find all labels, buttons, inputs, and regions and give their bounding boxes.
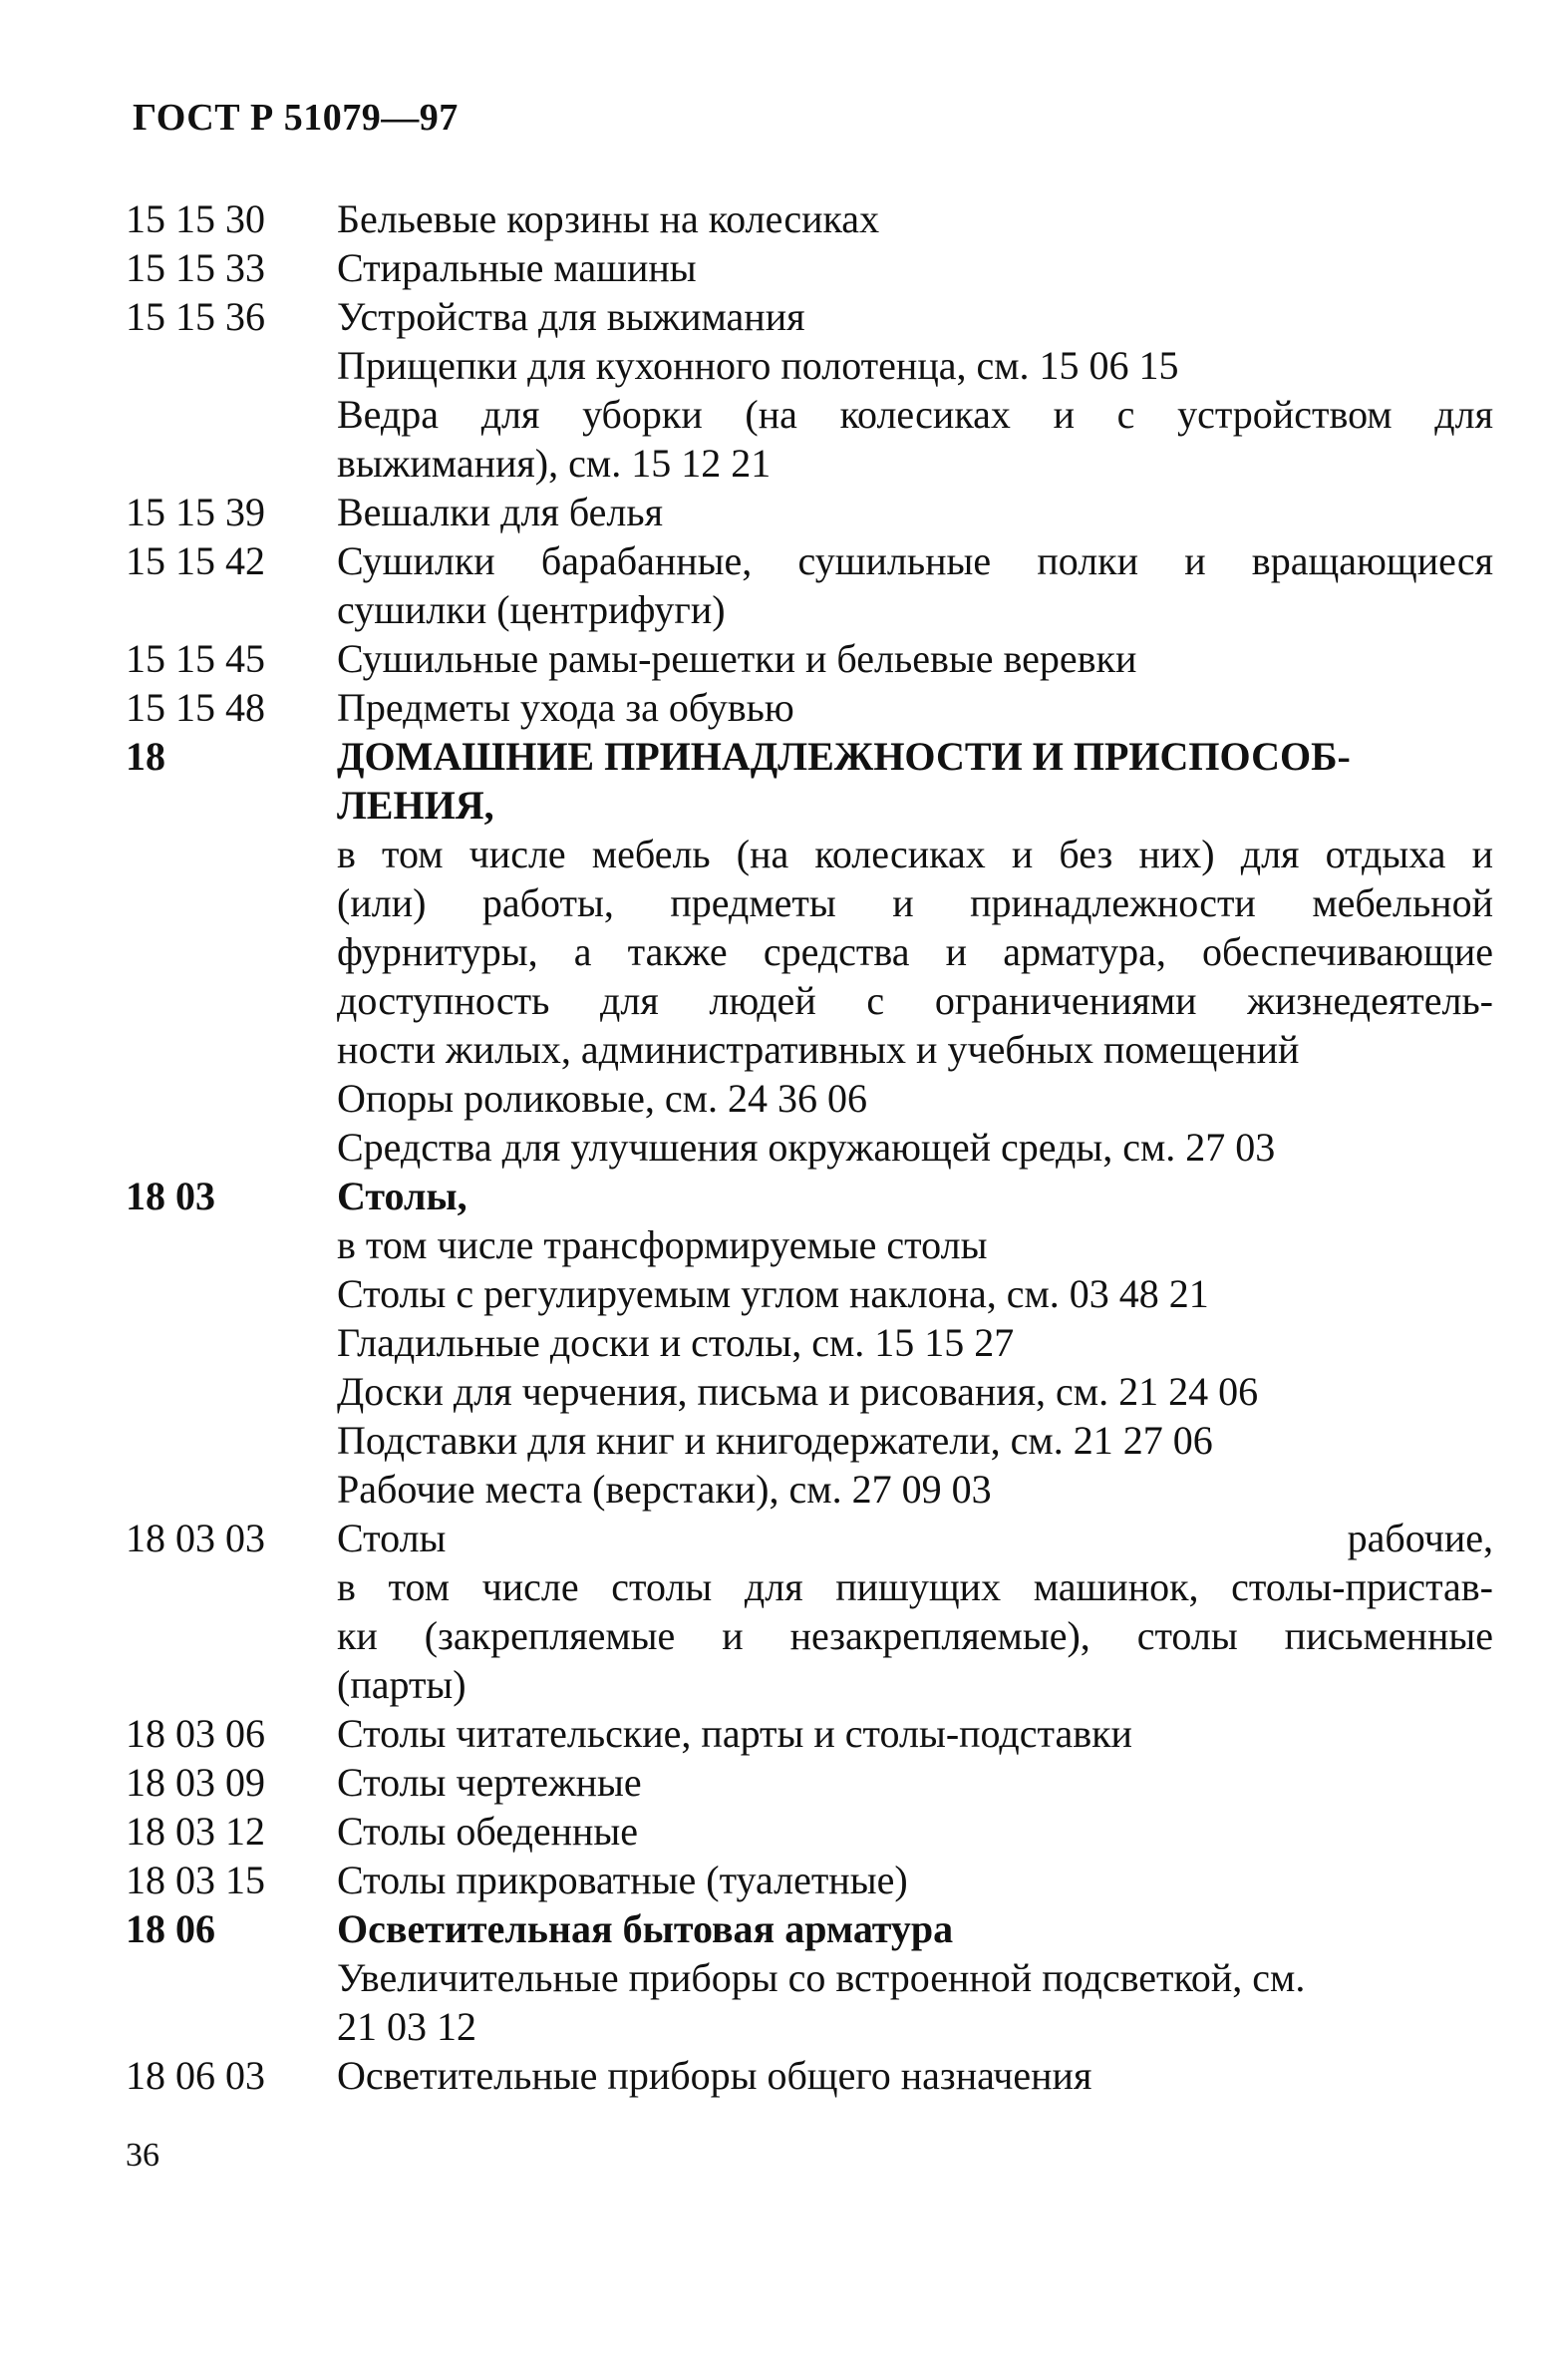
entry-line: Осветительная бытовая арматура — [337, 1906, 954, 1951]
entry-line: выжимания), см. 15 12 21 — [337, 441, 772, 486]
entry-text — [337, 1709, 1493, 1758]
entry-code: 15 15 45 — [126, 636, 265, 681]
entry-code: 15 15 36 — [126, 294, 265, 339]
entry-line: сушилки (центрифуги) — [337, 587, 726, 632]
entry-line: Осветительные приборы общего назначения — [337, 2053, 1092, 2098]
entry-text — [337, 1172, 1493, 1514]
entry-line: (парты) — [337, 1662, 466, 1707]
entry-text — [337, 732, 1493, 1172]
entry-code: 18 03 09 — [126, 1760, 265, 1805]
entry-line: Сушилки барабанные, сушильные полки и вращающиеся — [337, 538, 1493, 583]
entry-line: ки (закрепляемые и незакрепляемые), столы письменные — [337, 1613, 1493, 1658]
list-item — [126, 1807, 1501, 1856]
list-item — [126, 683, 1501, 732]
list-item — [126, 1709, 1501, 1758]
entry-text — [337, 2051, 1493, 2100]
classification-list — [126, 194, 1501, 2100]
entry-code: 18 — [126, 734, 165, 779]
entry-code: 15 15 48 — [126, 685, 265, 730]
list-item — [126, 2051, 1501, 2100]
entry-line: Столы прикроватные (туалетные) — [337, 1858, 908, 1902]
list-item — [126, 1856, 1501, 1904]
entry-text — [337, 1856, 1493, 1904]
entry-code: 15 15 42 — [126, 538, 265, 583]
list-item — [126, 1758, 1501, 1807]
entry-text — [337, 536, 1493, 634]
entry-line: Столы с регулируемым углом наклона, см. 03 48 21 — [337, 1271, 1209, 1316]
entry-line: фурнитуры, а также средства и арматура, обеспечивающие — [337, 929, 1493, 974]
list-item — [126, 1514, 1501, 1709]
entry-text — [337, 243, 1493, 292]
entry-text — [337, 488, 1493, 536]
entry-line: Предметы ухода за обувью — [337, 685, 794, 730]
entry-line: Столы, — [337, 1174, 467, 1218]
entry-line: в том числе мебель (на колесиках и без них) для отдыха и — [337, 832, 1493, 876]
entry-text — [337, 1514, 1493, 1709]
entry-line: в том числе столы для пишущих машинок, столы-пристав- — [337, 1564, 1493, 1609]
section-entry — [126, 1172, 1501, 1514]
entry-line: Стиральные машины — [337, 245, 697, 290]
document-header: ГОСТ Р 51079—97 — [133, 97, 459, 139]
entry-line: Увеличительные приборы со встроенной подсветкой, см. — [337, 1955, 1306, 2000]
entry-code: 18 03 12 — [126, 1809, 265, 1854]
entry-line: Ведра для уборки (на колесиках и с устройством для — [337, 392, 1493, 437]
entry-line: в том числе трансформируемые столы — [337, 1222, 988, 1267]
entry-code: 18 03 03 — [126, 1516, 265, 1560]
entry-line: Столы читательские, парты и столы-подставки — [337, 1711, 1132, 1756]
entry-line: Столы чертежные — [337, 1760, 642, 1805]
list-item — [126, 634, 1501, 683]
section-entry — [126, 1904, 1501, 2051]
entry-text — [337, 1758, 1493, 1807]
entry-text — [337, 292, 1493, 488]
page-number: 36 — [126, 2137, 159, 2174]
entry-code: 18 06 — [126, 1906, 215, 1951]
entry-line: (или) работы, предметы и принадлежности мебельной — [337, 880, 1493, 925]
entry-line: Доски для черчения, письма и рисования, см. 21 24 06 — [337, 1369, 1259, 1414]
entry-code: 18 03 15 — [126, 1858, 265, 1902]
entry-text — [337, 683, 1493, 732]
section-entry — [126, 732, 1501, 1172]
list-item — [126, 292, 1501, 488]
entry-code: 15 15 39 — [126, 490, 265, 534]
entry-line: Средства для улучшения окружающей среды, см. 27 03 — [337, 1125, 1276, 1170]
entry-line: Гладильные доски и столы, см. 15 15 27 — [337, 1320, 1015, 1365]
entry-code: 15 15 30 — [126, 196, 265, 241]
entry-line: ДОМАШНИЕ ПРИНАДЛЕЖНОСТИ И ПРИСПОСОБ- — [337, 734, 1351, 779]
entry-line: ЛЕНИЯ, — [337, 783, 494, 828]
entry-line: ности жилых, административных и учебных помещений — [337, 1027, 1300, 1072]
list-item — [126, 243, 1501, 292]
entry-line: доступность для людей с ограничениями жизнедеятель- — [337, 978, 1493, 1023]
entry-line: Прищепки для кухонного полотенца, см. 15 06 15 — [337, 343, 1179, 388]
entry-text — [337, 634, 1493, 683]
entry-line: Рабочие места (верстаки), см. 27 09 03 — [337, 1467, 992, 1512]
entry-text — [337, 1904, 1493, 2051]
entry-line: Устройства для выжимания — [337, 294, 805, 339]
entry-text — [337, 194, 1493, 243]
entry-line: Подставки для книг и книгодержатели, см. 21 27 06 — [337, 1418, 1213, 1463]
list-item — [126, 194, 1501, 243]
entry-code: 18 06 03 — [126, 2053, 265, 2098]
entry-line: Столы рабочие, — [337, 1516, 1493, 1560]
entry-code: 18 03 06 — [126, 1711, 265, 1756]
list-item — [126, 536, 1501, 634]
entry-line: Опоры роликовые, см. 24 36 06 — [337, 1076, 867, 1121]
entry-line: Сушильные рамы-решетки и бельевые веревки — [337, 636, 1137, 681]
entry-line: Столы обеденные — [337, 1809, 639, 1854]
entry-code: 15 15 33 — [126, 245, 265, 290]
entry-text — [337, 1807, 1493, 1856]
entry-line: 21 03 12 — [337, 2004, 476, 2049]
entry-line: Вешалки для белья — [337, 490, 664, 534]
list-item — [126, 488, 1501, 536]
entry-code: 18 03 — [126, 1174, 215, 1218]
entry-line: Бельевые корзины на колесиках — [337, 196, 880, 241]
